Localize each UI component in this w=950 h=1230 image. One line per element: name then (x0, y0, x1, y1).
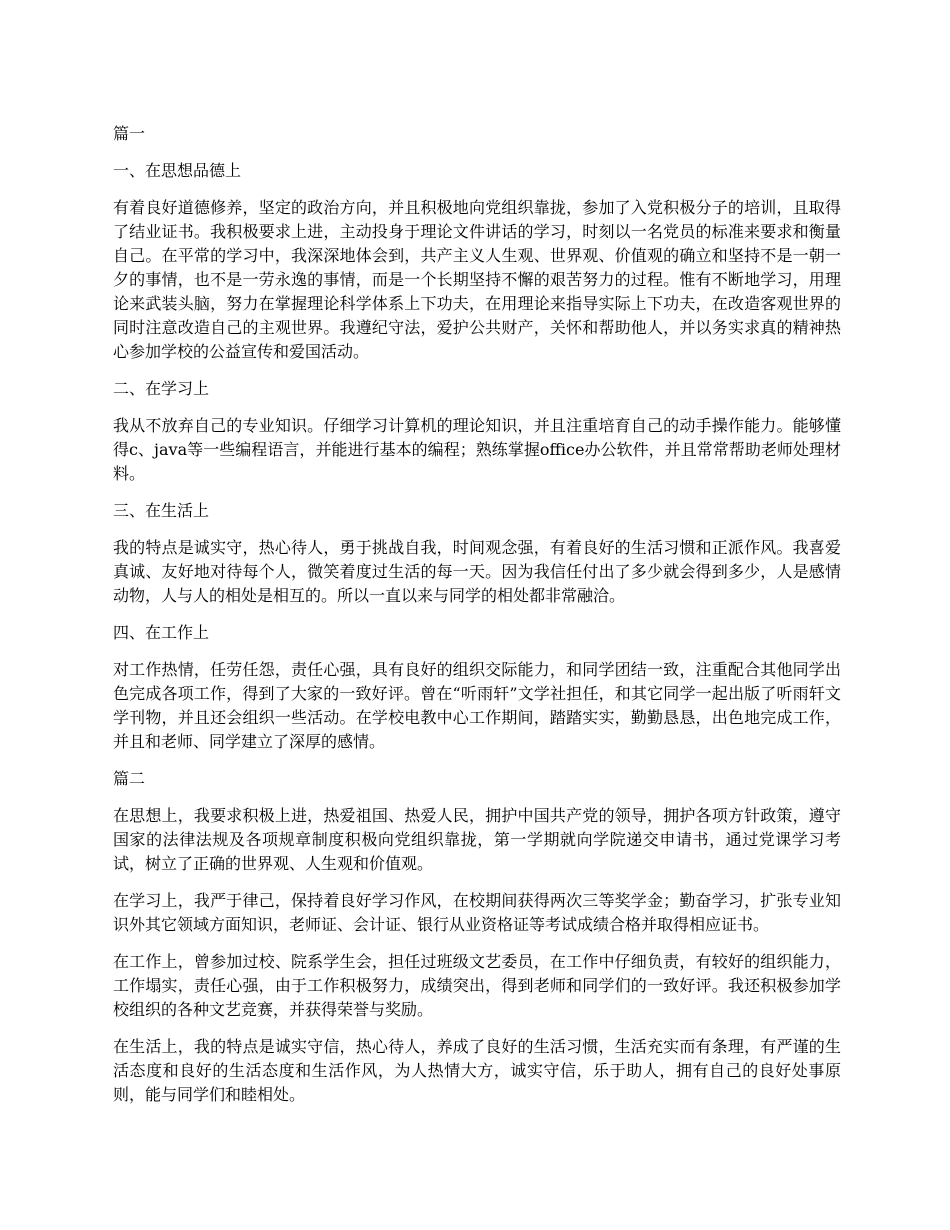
paragraph-working: 在工作上，曾参加过校、院系学生会，担任过班级文艺委员，在工作中仔细负责，有较好的组织能力，工作塌实，责任心强，由于工作积极努力，成绩突出，得到老师和同学们的一致好评。我还积极参加学校组织的各种文艺竞赛，并获得荣誉与奖励。 (113, 952, 841, 1019)
section-heading-life: 三、在生活上 (113, 501, 210, 520)
section-heading-part-one: 篇一 (113, 124, 146, 143)
section-heading-study: 二、在学习上 (113, 379, 210, 398)
paragraph-living: 在生活上，我的特点是诚实守信，热心待人，养成了良好的生活习惯，生活充实而有条理，有严谨的生活态度和良好的生活态度和生活作风，为人热情大方，诚实守信，乐于助人，拥有自己的良好处事原则，能与同学们和睦相处。 (113, 1037, 841, 1104)
paragraph-learning: 在学习上，我严于律己，保持着良好学习作风，在校期间获得两次三等奖学金；勤奋学习，扩张专业知识外其它领域方面知识，老师证、会计证、银行从业资格证等考试成绩合格并取得相应证书。 (113, 891, 841, 934)
paragraph-study: 我从不放弃自己的专业知识。仔细学习计算机的理论知识，并且注重培育自己的动手操作能力。能够懂得c、java等一些编程语言，并能进行基本的编程；熟练掌握office办公软件，并且常常帮助老师处理材料。 (113, 416, 841, 483)
paragraph-work: 对工作热情，任劳任怨，责任心强，具有良好的组织交际能力，和同学团结一致，注重配合其他同学出色完成各项工作，得到了大家的一致好评。曾在“听雨轩”文学社担任，和其它同学一起出版了听雨轩文学刊物，并且还会组织一些活动。在学校电教中心工作期间，踏踏实实，勤勤恳恳，出色地完成工作，并且和老师、同学建立了深厚的感情。 (113, 660, 841, 751)
paragraph-life: 我的特点是诚实守，热心待人，勇于挑战自我，时间观念强，有着良好的生活习惯和正派作风。我喜爱真诚、友好地对待每个人，微笑着度过生活的每一天。因为我信任付出了多少就会得到多少，人是感情动物，人与人的相处是相互的。所以一直以来与同学的相处都非常融洽。 (113, 538, 841, 605)
section-heading-work: 四、在工作上 (113, 623, 210, 642)
section-heading-moral: 一、在思想品德上 (113, 161, 242, 180)
section-heading-part-two: 篇二 (113, 769, 146, 788)
document-page (113, 122, 841, 1120)
paragraph-moral: 有着良好道德修养，坚定的政治方向，并且积极地向党组织靠拢，参加了入党积极分子的培训，且取得了结业证书。我积极要求上进，主动投身于理论文件讲话的学习，时刻以一名党员的标准来要求和衡量自己。在平常的学习中，我深深地体会到，共产主义人生观、世界观、价值观的确立和坚持不是一朝一夕的事情，也不是一劳永逸的事情，而是一个长期坚持不懈的艰苦努力的过程。惟有不断地学习，用理论来武装头脑，努力在掌握理论科学体系上下功夫，在用理论来指导实际上下功夫，在改造客观世界的同时注意改造自己的主观世界。我遵纪守法，爱护公共财产，关怀和帮助他人，并以务实求真的精神热心参加学校的公益宣传和爱国活动。 (113, 198, 841, 361)
paragraph-thought: 在思想上，我要求积极上进，热爱祖国、热爱人民，拥护中国共产党的领导，拥护各项方针政策，遵守国家的法律法规及各项规章制度积极向党组织靠拢，第一学期就向学院递交申请书，通过党课学习考试，树立了正确的世界观、人生观和价值观。 (113, 806, 841, 873)
